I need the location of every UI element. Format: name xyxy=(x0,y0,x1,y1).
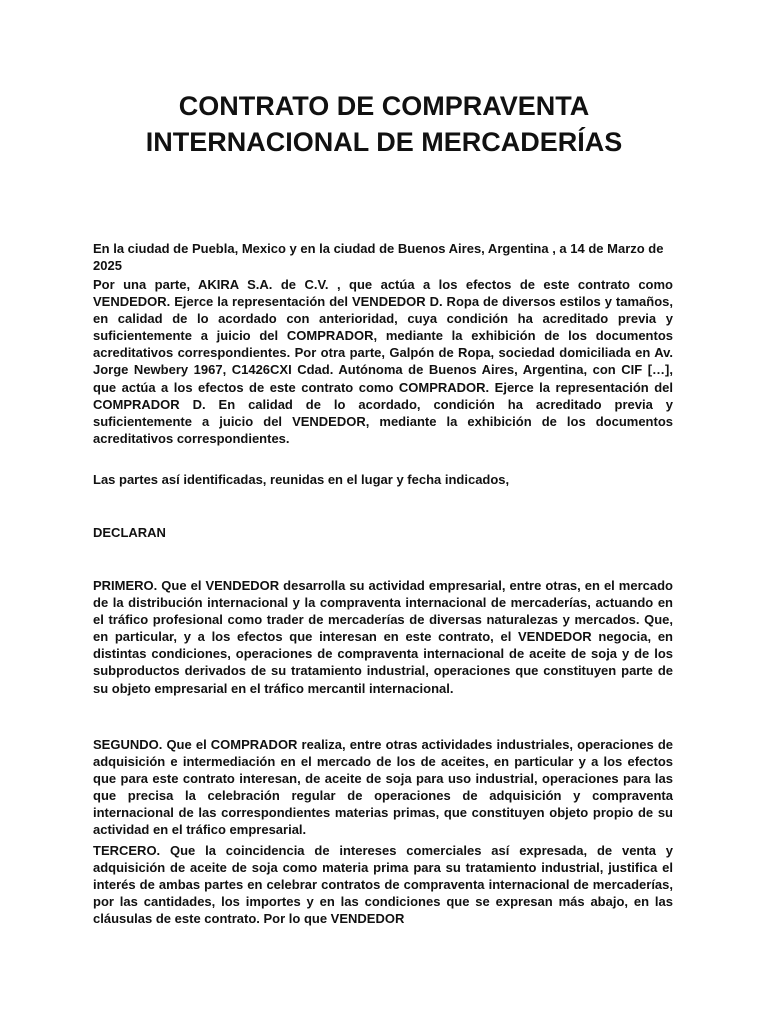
clause-segundo: SEGUNDO. Que el COMPRADOR realiza, entre otras actividades industriales, operaciones de adquisición e intermediación en el mercado de los de aceites, en particular y a los efectos que para este contrato interesan, de aceite de soja para uso industrial, operaciones para las que precisa la celebración regular de operaciones de adquisición y compraventa internacional de las correspondientes materias primas, que constituyen objeto propio de su actividad en el tráfico empresarial. xyxy=(93,737,673,838)
document-title xyxy=(60,88,708,160)
document-title-line-2: INTERNACIONAL DE MERCADERÍAS xyxy=(145,127,623,157)
document-title-line-1: CONTRATO DE COMPRAVENTA xyxy=(178,91,590,121)
intro-place-date: En la ciudad de Puebla, Mexico y en la ciudad de Buenos Aires, Argentina , a 14 de Marzo de 2025 xyxy=(93,241,664,274)
clause-primero: PRIMERO. Que el VENDEDOR desarrolla su actividad empresarial, entre otras, en el mercado de la distribución internacional y la compraventa internacional de mercaderías, actuando en el tráfico profesional como trader de mercaderías de diversas naturalezas y mercados. Que, en particular, y a los efectos que interesan en este contrato, el VENDEDOR negocia, en distintas condiciones, operaciones de compraventa internacional de aceite de soja y de los subproductos derivados de su tratamiento industrial, operaciones que constituyen parte de su objeto empresarial en el tráfico mercantil internacional. xyxy=(93,578,673,696)
clause-tercero: TERCERO. Que la coincidencia de intereses comerciales así expresada, de venta y adquisición de aceite de soja como materia prima para su tratamiento industrial, justifica el interés de ambas partes en celebrar contratos de compraventa internacional de mercaderías, por las cantidades, los importes y en las condiciones que se expresan más abajo, en las cláusulas de este contrato. Por lo que VENDEDOR xyxy=(93,843,673,927)
intro-parties-paragraph: Por una parte, AKIRA S.A. de C.V. , que actúa a los efectos de este contrato como VENDEDOR. Ejerce la representación del VENDEDOR D. Ropa de diversos estilos y tamaños, en calidad de lo acordado con anterioridad, cuya condición ha acreditado previa y suficientemente a juicio del COMPRADOR, mediante la exhibición de los documentos acreditativos correspondientes. Por otra parte, Galpón de Ropa, sociedad domiciliada en Av. Jorge Newbery 1967, C1426CXI Cdad. Autónoma de Buenos Aires, Argentina, con CIF […], que actúa a los efectos de este contrato como COMPRADOR. Ejerce la representación del COMPRADOR D. En calidad de lo acordado, condición ha acreditado previa y suficientemente a juicio del VENDEDOR, mediante la exhibición de los documentos acreditativos correspondientes. xyxy=(93,277,673,446)
declaran-heading: DECLARAN xyxy=(93,525,166,540)
parties-identified-line: Las partes así identificadas, reunidas en el lugar y fecha indicados, xyxy=(93,472,510,487)
